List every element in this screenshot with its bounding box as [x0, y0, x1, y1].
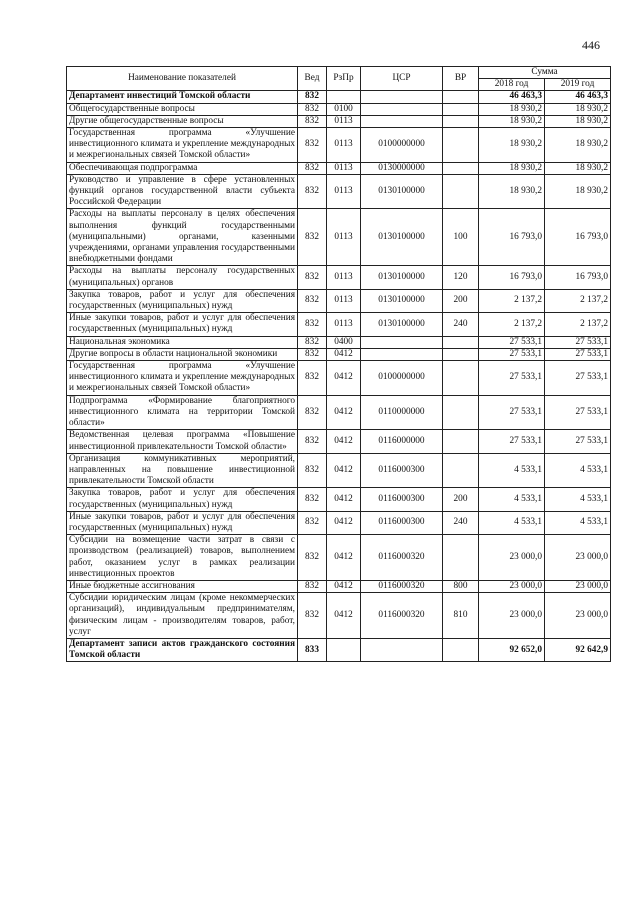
row-rzpr: 0412 — [327, 395, 361, 430]
row-sum-2018: 27 533,1 — [479, 430, 545, 453]
row-csr: 0116000000 — [361, 430, 443, 453]
table-row — [67, 488, 611, 511]
row-csr: 0116000300 — [361, 453, 443, 488]
table-row — [67, 336, 611, 348]
row-sum-2018: 23 000,0 — [479, 535, 545, 581]
row-vr — [443, 395, 479, 430]
row-ved: 832 — [298, 174, 327, 209]
table-row — [67, 638, 611, 661]
row-vr — [443, 535, 479, 581]
row-sum-2019: 16 793,0 — [545, 266, 611, 289]
row-name: Закупка товаров, работ и услуг для обеспечения государственных (муниципальных) нужд — [67, 488, 298, 511]
row-name: Государственная программа «Улучшение инвестиционного климата и укрепление международных и межрегиональных связей Томской области» — [67, 128, 298, 163]
row-csr — [361, 638, 443, 661]
row-vr — [443, 91, 479, 103]
row-sum-2018: 18 930,2 — [479, 128, 545, 163]
row-sum-2018: 2 137,2 — [479, 289, 545, 312]
row-name: Подпрограмма «Формирование благоприятного инвестиционного климата на территории Томской области» — [67, 395, 298, 430]
row-sum-2018: 18 930,2 — [479, 162, 545, 174]
row-vr — [443, 336, 479, 348]
row-name: Иные закупки товаров, работ и услуг для обеспечения государственных (муниципальных) нужд — [67, 511, 298, 534]
budget-table — [66, 66, 611, 662]
row-sum-2018: 18 930,2 — [479, 103, 545, 115]
row-rzpr: 0113 — [327, 174, 361, 209]
row-sum-2019: 2 137,2 — [545, 289, 611, 312]
row-sum-2018: 27 533,1 — [479, 395, 545, 430]
row-csr — [361, 348, 443, 360]
row-name: Обеспечивающая подпрограмма — [67, 162, 298, 174]
row-vr — [443, 453, 479, 488]
table-row — [67, 395, 611, 430]
row-name: Закупка товаров, работ и услуг для обеспечения государственных (муниципальных) нужд — [67, 289, 298, 312]
row-csr: 0116000320 — [361, 593, 443, 639]
row-ved: 832 — [298, 593, 327, 639]
table-row — [67, 313, 611, 336]
row-ved: 832 — [298, 313, 327, 336]
row-sum-2019: 18 930,2 — [545, 115, 611, 127]
row-rzpr — [327, 638, 361, 661]
row-sum-2019: 23 000,0 — [545, 593, 611, 639]
header-vr: ВР — [443, 67, 479, 91]
table-row — [67, 174, 611, 209]
row-vr: 240 — [443, 313, 479, 336]
row-ved: 832 — [298, 162, 327, 174]
row-vr — [443, 638, 479, 661]
row-ved: 832 — [298, 289, 327, 312]
row-sum-2018: 4 533,1 — [479, 453, 545, 488]
row-name: Общегосударственные вопросы — [67, 103, 298, 115]
row-name: Иные закупки товаров, работ и услуг для обеспечения государственных (муниципальных) нужд — [67, 313, 298, 336]
row-sum-2019: 27 533,1 — [545, 430, 611, 453]
row-ved: 832 — [298, 580, 327, 592]
row-sum-2018: 4 533,1 — [479, 488, 545, 511]
table-row — [67, 103, 611, 115]
row-sum-2018: 2 137,2 — [479, 313, 545, 336]
table-body — [67, 91, 611, 662]
table-row — [67, 511, 611, 534]
row-sum-2018: 18 930,2 — [479, 174, 545, 209]
row-sum-2018: 23 000,0 — [479, 593, 545, 639]
row-rzpr: 0113 — [327, 313, 361, 336]
row-ved: 832 — [298, 115, 327, 127]
row-vr: 120 — [443, 266, 479, 289]
table-row — [67, 580, 611, 592]
row-name: Организация коммуникативных мероприятий, направленных на повышение инвестиционной привлекательности Томской области — [67, 453, 298, 488]
row-ved: 832 — [298, 361, 327, 396]
row-vr: 800 — [443, 580, 479, 592]
row-sum-2019: 18 930,2 — [545, 103, 611, 115]
row-name: Другие вопросы в области национальной экономики — [67, 348, 298, 360]
row-csr: 0100000000 — [361, 361, 443, 396]
table-row — [67, 266, 611, 289]
row-name: Департамент инвестиций Томской области — [67, 91, 298, 103]
row-ved: 832 — [298, 128, 327, 163]
row-sum-2019: 27 533,1 — [545, 336, 611, 348]
row-ved: 832 — [298, 395, 327, 430]
row-csr: 0116000320 — [361, 535, 443, 581]
row-rzpr: 0412 — [327, 488, 361, 511]
row-rzpr: 0113 — [327, 289, 361, 312]
row-sum-2019: 16 793,0 — [545, 209, 611, 266]
row-ved: 832 — [298, 511, 327, 534]
table-row — [67, 128, 611, 163]
row-sum-2019: 27 533,1 — [545, 395, 611, 430]
row-rzpr: 0412 — [327, 535, 361, 581]
row-sum-2018: 4 533,1 — [479, 511, 545, 534]
row-name: Субсидии юридическим лицам (кроме некоммерческих организаций), индивидуальным предпринимателям, физическим лицам - производителям товаров, работ, услуг — [67, 593, 298, 639]
row-name: Национальная экономика — [67, 336, 298, 348]
table-row — [67, 209, 611, 266]
table-row — [67, 162, 611, 174]
table-row — [67, 115, 611, 127]
row-vr — [443, 128, 479, 163]
row-name: Государственная программа «Улучшение инвестиционного климата и укрепление международных и межрегиональных связей Томской области» — [67, 361, 298, 396]
row-rzpr: 0113 — [327, 209, 361, 266]
row-vr: 200 — [443, 488, 479, 511]
header-name: Наименование показателей — [67, 67, 298, 91]
row-name: Расходы на выплаты персоналу в целях обеспечения выполнения функций государственными (муниципальными) органами, казенными учреждениями, органами управления государственными внебюджетными фондами — [67, 209, 298, 266]
row-vr — [443, 115, 479, 127]
page-number: 446 — [582, 38, 600, 52]
row-rzpr: 0100 — [327, 103, 361, 115]
row-sum-2019: 4 533,1 — [545, 488, 611, 511]
row-sum-2019: 18 930,2 — [545, 162, 611, 174]
row-sum-2019: 4 533,1 — [545, 453, 611, 488]
row-sum-2018: 23 000,0 — [479, 580, 545, 592]
row-sum-2019: 23 000,0 — [545, 535, 611, 581]
row-ved: 832 — [298, 430, 327, 453]
row-csr: 0116000300 — [361, 511, 443, 534]
table-row — [67, 430, 611, 453]
row-sum-2019: 27 533,1 — [545, 361, 611, 396]
row-vr — [443, 162, 479, 174]
row-rzpr: 0412 — [327, 348, 361, 360]
row-name: Расходы на выплаты персоналу государственных (муниципальных) органов — [67, 266, 298, 289]
row-ved: 832 — [298, 103, 327, 115]
row-ved: 832 — [298, 91, 327, 103]
row-sum-2019: 27 533,1 — [545, 348, 611, 360]
header-ved: Вед — [298, 67, 327, 91]
row-csr: 0130100000 — [361, 209, 443, 266]
row-name: Субсидии на возмещение части затрат в связи с производством (реализацией) товаров, выполнением работ, оказанием услуг в рамках реализации инвестиционных проектов — [67, 535, 298, 581]
row-sum-2018: 18 930,2 — [479, 115, 545, 127]
row-sum-2018: 27 533,1 — [479, 361, 545, 396]
row-sum-2019: 92 642,9 — [545, 638, 611, 661]
row-sum-2019: 18 930,2 — [545, 174, 611, 209]
row-ved: 832 — [298, 209, 327, 266]
row-csr: 0110000000 — [361, 395, 443, 430]
row-csr — [361, 115, 443, 127]
row-ved: 832 — [298, 535, 327, 581]
row-vr — [443, 348, 479, 360]
row-ved: 832 — [298, 266, 327, 289]
row-csr: 0116000300 — [361, 488, 443, 511]
table-row — [67, 361, 611, 396]
row-ved: 832 — [298, 336, 327, 348]
table-row — [67, 348, 611, 360]
row-sum-2018: 27 533,1 — [479, 348, 545, 360]
row-vr — [443, 174, 479, 209]
row-sum-2019: 46 463,3 — [545, 91, 611, 103]
row-sum-2019: 4 533,1 — [545, 511, 611, 534]
row-csr: 0100000000 — [361, 128, 443, 163]
row-rzpr: 0412 — [327, 361, 361, 396]
table-row — [67, 289, 611, 312]
row-name: Другие общегосударственные вопросы — [67, 115, 298, 127]
row-sum-2019: 23 000,0 — [545, 580, 611, 592]
row-rzpr: 0412 — [327, 430, 361, 453]
row-csr — [361, 91, 443, 103]
header-year-2018: 2018 год — [479, 79, 545, 91]
row-csr — [361, 336, 443, 348]
row-csr: 0116000320 — [361, 580, 443, 592]
table-row — [67, 91, 611, 103]
row-rzpr: 0412 — [327, 453, 361, 488]
row-csr — [361, 103, 443, 115]
row-vr: 100 — [443, 209, 479, 266]
row-ved: 832 — [298, 453, 327, 488]
header-rzpr: РзПр — [327, 67, 361, 91]
row-rzpr: 0400 — [327, 336, 361, 348]
row-vr — [443, 103, 479, 115]
row-sum-2019: 2 137,2 — [545, 313, 611, 336]
row-csr: 0130100000 — [361, 174, 443, 209]
row-sum-2018: 46 463,3 — [479, 91, 545, 103]
row-csr: 0130100000 — [361, 266, 443, 289]
row-rzpr: 0412 — [327, 593, 361, 639]
row-name: Департамент записи актов гражданского состояния Томской области — [67, 638, 298, 661]
row-rzpr: 0113 — [327, 128, 361, 163]
row-rzpr: 0113 — [327, 115, 361, 127]
row-sum-2018: 16 793,0 — [479, 266, 545, 289]
row-ved: 832 — [298, 488, 327, 511]
row-ved: 833 — [298, 638, 327, 661]
row-rzpr: 0113 — [327, 266, 361, 289]
row-name: Иные бюджетные ассигнования — [67, 580, 298, 592]
row-rzpr: 0113 — [327, 162, 361, 174]
header-csr: ЦСР — [361, 67, 443, 91]
row-vr — [443, 361, 479, 396]
row-vr — [443, 430, 479, 453]
row-name: Руководство и управление в сфере установленных функций органов государственной власти субъекта Российской Федерации — [67, 174, 298, 209]
row-csr: 0130000000 — [361, 162, 443, 174]
row-csr: 0130100000 — [361, 313, 443, 336]
row-sum-2018: 92 652,0 — [479, 638, 545, 661]
row-rzpr — [327, 91, 361, 103]
header-year-2019: 2019 год — [545, 79, 611, 91]
row-name: Ведомственная целевая программа «Повышение инвестиционной привлекательности Томской области» — [67, 430, 298, 453]
row-csr: 0130100000 — [361, 289, 443, 312]
row-sum-2019: 18 930,2 — [545, 128, 611, 163]
row-vr: 200 — [443, 289, 479, 312]
table-row — [67, 593, 611, 639]
row-rzpr: 0412 — [327, 580, 361, 592]
table-row — [67, 535, 611, 581]
row-sum-2018: 16 793,0 — [479, 209, 545, 266]
row-vr: 810 — [443, 593, 479, 639]
row-sum-2018: 27 533,1 — [479, 336, 545, 348]
row-ved: 832 — [298, 348, 327, 360]
row-vr: 240 — [443, 511, 479, 534]
header-sum: Сумма — [479, 67, 611, 79]
table-row — [67, 453, 611, 488]
row-rzpr: 0412 — [327, 511, 361, 534]
